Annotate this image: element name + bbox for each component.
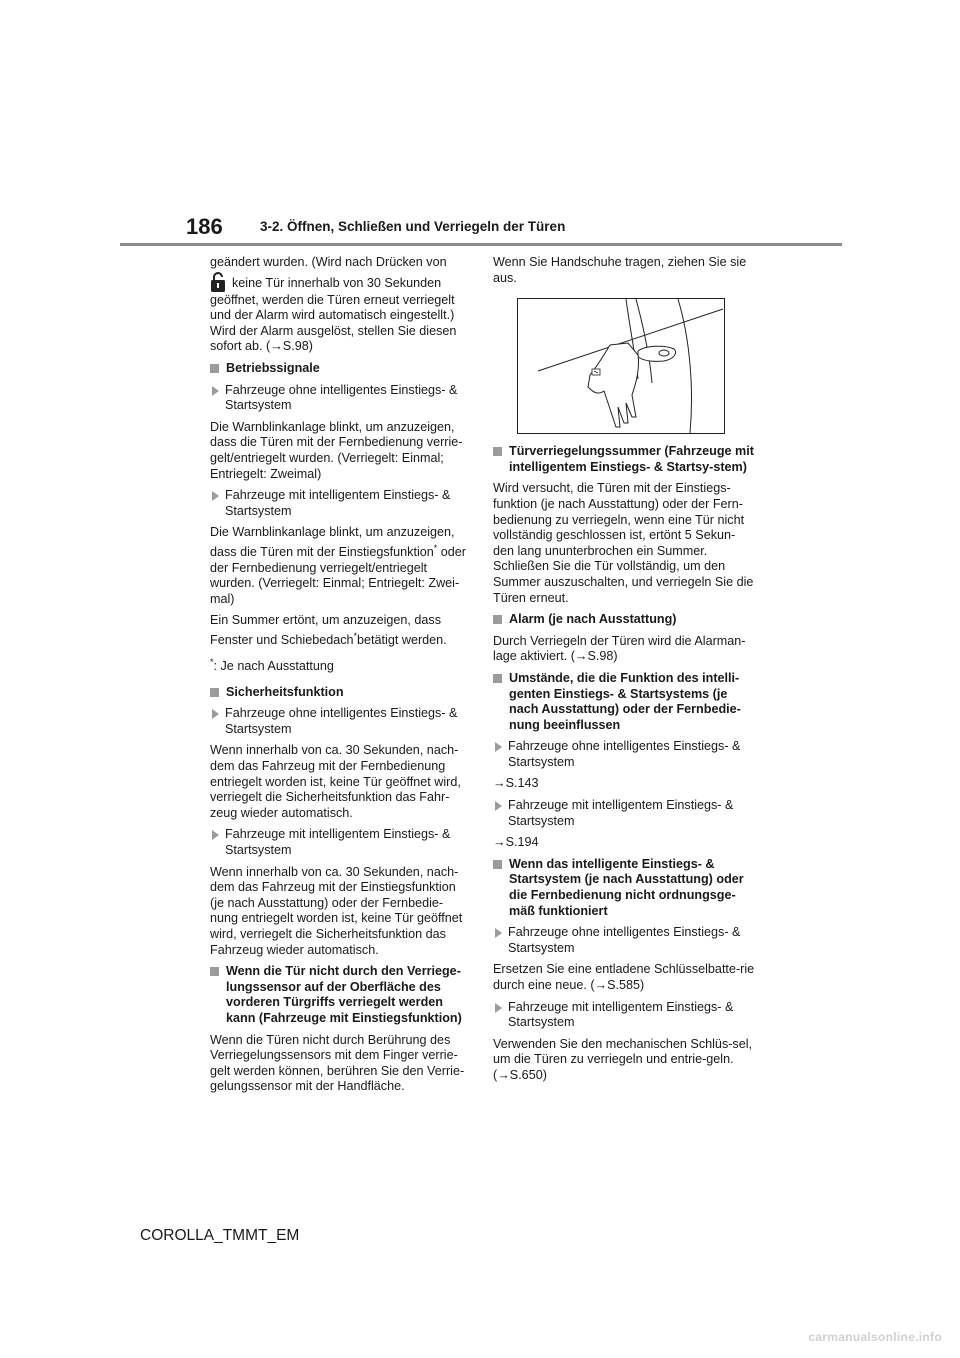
document-code: COROLLA_TMMT_EM (140, 1227, 300, 1244)
list-item: Fahrzeuge mit intelligentem Einstiegs- & Startsystem (210, 827, 468, 858)
paragraph: Die Warnblinkanlage blinkt, um anzuzeigen, dass die Türen mit der Fernbedienung verrie-gelt/entriegelt wurden. (Verriegelt: Einmal; Entriegelt: Zweimal) (210, 419, 463, 481)
paragraph: Ersetzen Sie eine entladene Schlüsselbatte-rie durch eine neue. (→S.585) (493, 962, 755, 992)
square-bullet-icon (493, 674, 502, 683)
triangle-arrow-icon (212, 386, 219, 396)
triangle-arrow-icon (495, 928, 502, 938)
footnote-marker: * (353, 631, 358, 642)
lock-icon (210, 271, 226, 293)
square-bullet-icon (210, 364, 219, 373)
paragraph: Die Warnblinkanlage blinkt, um anzuzeigen, dass die Türen mit der Einstiegsfunktion* oder der Fernbedienung verriegelt/entriegelt wurden. (Verriegelt: Einmal; Entriegelt: Zwei-mal) (210, 525, 467, 606)
watermark: carmanualsonline.info (808, 1330, 942, 1344)
section-heading: Alarm (je nach Ausstattung) (493, 612, 755, 628)
square-bullet-icon (210, 688, 219, 697)
square-bullet-icon (493, 615, 502, 624)
section-heading: Wenn die Tür nicht durch den Verriege-lungssensor auf der Oberfläche des vorderen Türgriffs verriegelt werden kann (Fahrzeuge mit Einstiegsfunktion) (210, 964, 468, 1026)
list-item: Fahrzeuge ohne intelligentes Einstiegs- & Startsystem (493, 925, 755, 956)
section-heading: Sicherheitsfunktion (210, 685, 468, 701)
paragraph: Wird versucht, die Türen mit der Einstiegs-funktion (je nach Ausstattung) oder der Fern-bedienung zu verriegeln, wenn eine Tür nicht vollständig geschlossen ist, ertönt 5 Sekun-den lang ununterbrochen ein Summer. Schließen Sie die Tür vollständig, um den Summer auszuschalten, und verriegeln Sie die Türen erneut. (493, 481, 754, 605)
illustration-hand-on-door-handle (517, 298, 725, 434)
page-number: 186 (186, 214, 223, 239)
paragraph: Wenn innerhalb von ca. 30 Sekunden, nach-dem das Fahrzeug mit der Fernbedienung entriegelt worden ist, keine Tür geöffnet wird, verriegelt die Sicherheitsfunktion das Fahr-zeug wieder automatisch. (210, 743, 461, 820)
list-item: Fahrzeuge ohne intelligentes Einstiegs- & Startsystem (210, 706, 468, 737)
square-bullet-icon (493, 447, 502, 456)
paragraph: Ein Summer ertönt, um anzuzeigen, dass Fenster und Schiebedach*betätigt werden. (210, 613, 447, 648)
square-bullet-icon (210, 967, 219, 976)
list-item: Fahrzeuge mit intelligentem Einstiegs- & Startsystem (493, 798, 755, 829)
page-reference: →S.194 (493, 835, 539, 850)
left-column (210, 255, 468, 1101)
triangle-arrow-icon (212, 830, 219, 840)
footnote-marker: * (433, 542, 438, 553)
paragraph: Wenn innerhalb von ca. 30 Sekunden, nach-dem das Fahrzeug mit der Einstiegsfunktion (je nach Ausstattung) oder der Fernbedie-nung entriegelt worden ist, keine Tür geöffnet wird, verriegelt die Sicherheitsfunktion das Fahrzeug wieder automatisch. (210, 864, 463, 957)
right-column (493, 255, 755, 1090)
triangle-arrow-icon (495, 1003, 502, 1013)
section-heading: Umstände, die die Funktion des intelli-genten Einstiegs- & Startsystems (je nach Ausstattung) oder der Fernbedie-nung beeinflussen (493, 671, 755, 733)
header-divider (120, 243, 842, 246)
list-item: Fahrzeuge mit intelligentem Einstiegs- & Startsystem (493, 1000, 755, 1031)
paragraph: Wenn Sie Handschuhe tragen, ziehen Sie sie aus. (493, 255, 747, 285)
triangle-arrow-icon (212, 491, 219, 501)
paragraph: geändert wurden. (Wird nach Drücken von keine Tür innerhalb von 30 Sekunden geöffnet, werden die Türen erneut verriegelt und der Alarm wird automatisch eingestellt.) Wird der Alarm ausgelöst, stellen Sie diesen sofort ab. (→S.98) (210, 255, 457, 354)
section-heading: Betriebssignale (210, 361, 468, 377)
hand-on-handle-drawing (518, 299, 724, 433)
triangle-arrow-icon (495, 742, 502, 752)
paragraph: Verwenden Sie den mechanischen Schlüs-sel, um die Türen zu verriegeln und entrie-geln. (→S.650) (493, 1036, 753, 1082)
section-title: 3-2. Öffnen, Schließen und Verriegeln der Türen (260, 219, 566, 234)
section-heading: Wenn das intelligente Einstiegs- & Startsystem (je nach Ausstattung) oder die Fernbedienung nicht ordnungsge-mäß funktioniert (493, 857, 755, 919)
list-item: Fahrzeuge ohne intelligentes Einstiegs- & Startsystem (493, 739, 755, 770)
footnote: *: Je nach Ausstattung (210, 656, 334, 674)
list-item: Fahrzeuge mit intelligentem Einstiegs- & Startsystem (210, 488, 468, 519)
page-reference: →S.143 (493, 776, 539, 791)
square-bullet-icon (493, 860, 502, 869)
triangle-arrow-icon (495, 801, 502, 811)
list-item: Fahrzeuge ohne intelligentes Einstiegs- & Startsystem (210, 383, 468, 414)
section-heading: Türverriegelungssummer (Fahrzeuge mit intelligentem Einstiegs- & Startsy-stem) (493, 444, 755, 475)
triangle-arrow-icon (212, 709, 219, 719)
paragraph: Durch Verriegeln der Türen wird die Alarman-lage aktiviert. (→S.98) (493, 633, 746, 664)
paragraph: Wenn die Türen nicht durch Berührung des Verriegelungssensors mit dem Finger verrie-gelt werden können, berühren Sie den Verrie-gelungssensor mit der Handfläche. (210, 1032, 465, 1094)
